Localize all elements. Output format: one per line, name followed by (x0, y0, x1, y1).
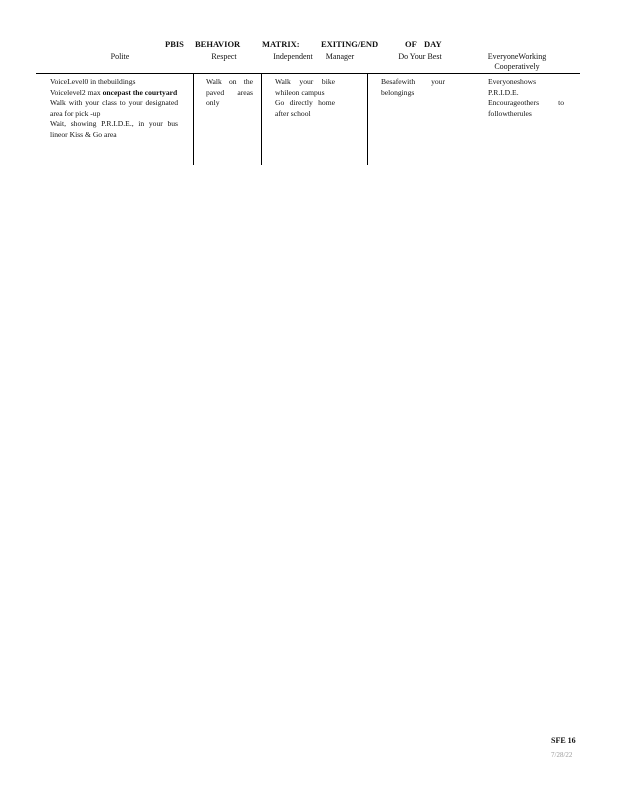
item-bold-text: oncepast the courtyard (102, 87, 178, 97)
list-item (478, 98, 564, 119)
list-item (40, 98, 178, 119)
document-date: 7/28/22 (551, 751, 573, 759)
list-item (478, 77, 564, 98)
bullet-icon (265, 98, 275, 119)
list-item (40, 88, 178, 99)
title-word: EXITING/END (321, 39, 379, 49)
list-item (40, 119, 178, 140)
title-word: BEHAVIOR (195, 39, 241, 49)
item-text: VoiceLevel0 in thebuildings (50, 77, 136, 86)
column-best (371, 77, 445, 98)
document-code: SFE 16 (551, 736, 576, 745)
column-working (478, 77, 564, 119)
header-working-line1: EveryoneWorking (487, 52, 547, 61)
item-text: Walk your bike whileon campus (275, 77, 335, 97)
item-text: Wait, showing P.R.I.D.E., in your bus lineor Kiss & Go area (50, 119, 178, 139)
bullet-icon (196, 77, 206, 109)
bullet-icon (40, 88, 50, 99)
item-text: Go directly home after school (275, 98, 335, 118)
column-polite (40, 77, 178, 141)
header-manager: Manager (325, 52, 355, 61)
list-item (265, 77, 335, 98)
matrix-title (0, 39, 618, 51)
bullet-icon (40, 77, 50, 88)
title-word: OF (405, 39, 417, 49)
title-word: MATRIX: (262, 39, 300, 49)
bullet-icon (40, 119, 50, 140)
list-item (40, 77, 178, 88)
list-item (371, 77, 445, 98)
column-independent-manager (265, 77, 335, 119)
item-text: Besafewith your belongings (381, 77, 445, 97)
item-text: Walk with your class to your designated area for pick -up (50, 98, 178, 118)
item-text: Encourageothers to followtherules (488, 98, 564, 118)
list-item (265, 98, 335, 119)
item-text: Voicelevel2 max oncepast the courtyard (50, 87, 178, 97)
header-best: Do Your Best (398, 52, 442, 61)
header-polite: Polite (110, 52, 130, 61)
list-item (196, 77, 253, 109)
header-respect: Respect (211, 52, 237, 61)
bullet-icon (478, 77, 488, 98)
header-independent: Independent (273, 52, 313, 61)
column-divider (193, 73, 194, 165)
header-working (477, 52, 557, 72)
column-respect (196, 77, 253, 109)
item-text: Everyoneshows P.R.I.D.E. (488, 77, 537, 97)
bullet-icon (265, 77, 275, 98)
column-divider (367, 73, 368, 165)
title-word: PBIS (165, 39, 184, 49)
column-divider (261, 73, 262, 165)
item-text: Walk on the paved areas only (206, 77, 253, 108)
bullet-icon (478, 98, 488, 119)
bullet-icon (371, 77, 381, 98)
header-rule (36, 73, 580, 74)
header-working-line2: Cooperatively (494, 62, 540, 71)
title-word: DAY (424, 39, 442, 49)
bullet-icon (40, 98, 50, 119)
